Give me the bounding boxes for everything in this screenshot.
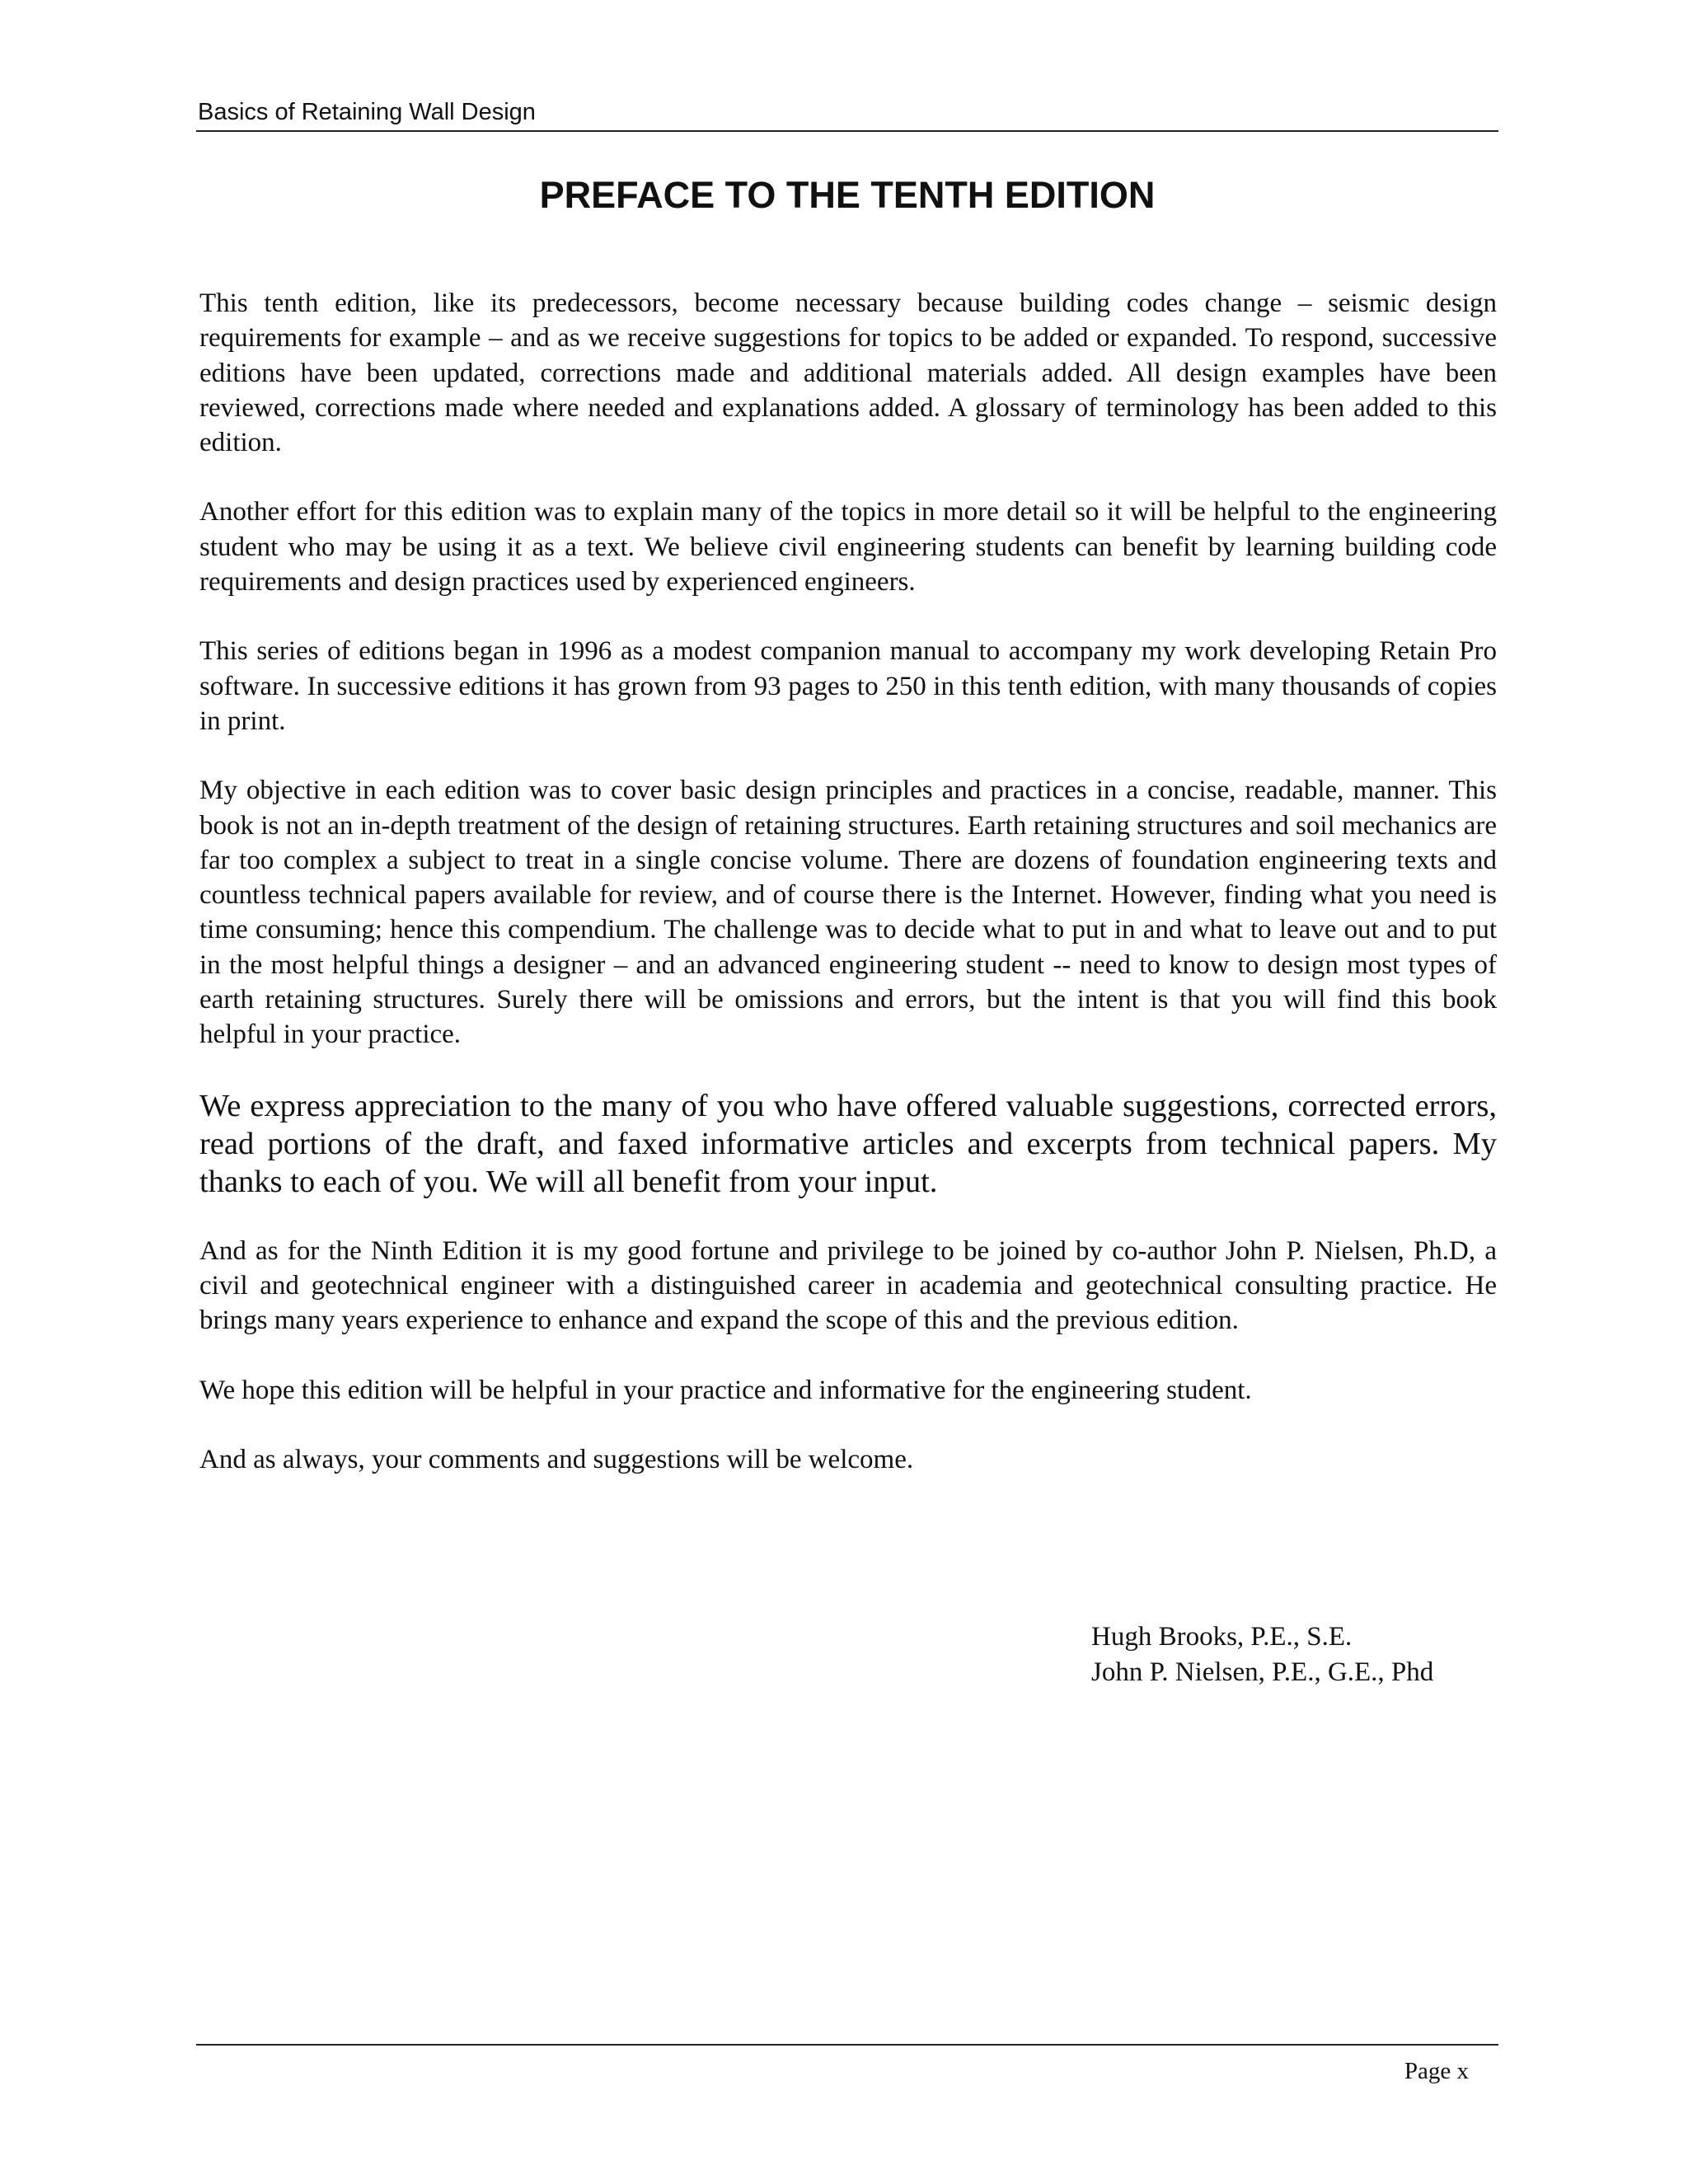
signature-line: Hugh Brooks, P.E., S.E. — [1091, 1622, 1353, 1652]
preface-body — [199, 286, 1497, 1511]
paragraph: This series of editions began in 1996 as a modest companion manual to accompany my work developing Retain Pro software. In successive editions it has grown from 93 pages to 250 in this tenth edition, with many thousands of copies in print. — [199, 636, 1497, 736]
paragraph: And as for the Ninth Edition it is my good fortune and privilege to be joined by co-author John P. Nielsen, Ph.D, a civil and geotechnical engineer with a distinguished career in academia and geotechnical consulting practice. He brings many years experience to enhance and expand the scope of this and the previous edition. — [199, 1235, 1497, 1336]
paragraph: And as always, your comments and suggestions will be welcome. — [199, 1444, 914, 1474]
paragraph: Another effort for this edition was to explain many of the topics in more detail so it will be helpful to the engineering student who may be using it as a text. We believe civil engineering students can benefit by learning building code requirements and design practices used by experienced engineers. — [199, 497, 1497, 598]
page-number: Page x — [1404, 2058, 1469, 2084]
header-rule — [196, 130, 1498, 132]
paragraph: This tenth edition, like its predecessors, become necessary because building codes change – seismic design requirements for example – and as we receive suggestions for topics to be added or expanded. To respond, successive editions have been updated, corrections made and additional materials added. All design examples have been reviewed, corrections made where needed and explanations added. A glossary of terminology has been added to this edition. — [199, 288, 1497, 458]
paragraph: We hope this edition will be helpful in your practice and informative for the engineering student. — [199, 1375, 1252, 1405]
running-header: Basics of Retaining Wall Design — [198, 99, 536, 125]
signature-block — [1091, 1619, 1433, 1690]
signature-line: John P. Nielsen, P.E., G.E., Phd — [1091, 1657, 1434, 1687]
footer-rule — [196, 2044, 1498, 2046]
page-title: PREFACE TO THE TENTH EDITION — [539, 174, 1156, 216]
paragraph-appreciation: We express appreciation to the many of you who have offered valuable suggestions, corrected errors, read portions of the draft, and faxed informative articles and excerpts from technical papers. My thanks to each of you. We will all benefit from your input. — [199, 1088, 1497, 1199]
paragraph: My objective in each edition was to cover basic design principles and practices in a concise, readable, manner. This book is not an in-depth treatment of the design of retaining structures. Earth retaining structures and soil mechanics are far too complex a subject to treat in a single concise volume. There are dozens of foundation engineering texts and countless technical papers available for review, and of course there is the Internet. However, finding what you need is time consuming; hence this compendium. The challenge was to decide what to put in and what to leave out and to put in the most helpful things a designer – and an advanced engineering student -- need to know to design most types of earth retaining structures. Surely there will be omissions and errors, but the intent is that you will find this book helpful in your practice. — [199, 776, 1497, 1050]
